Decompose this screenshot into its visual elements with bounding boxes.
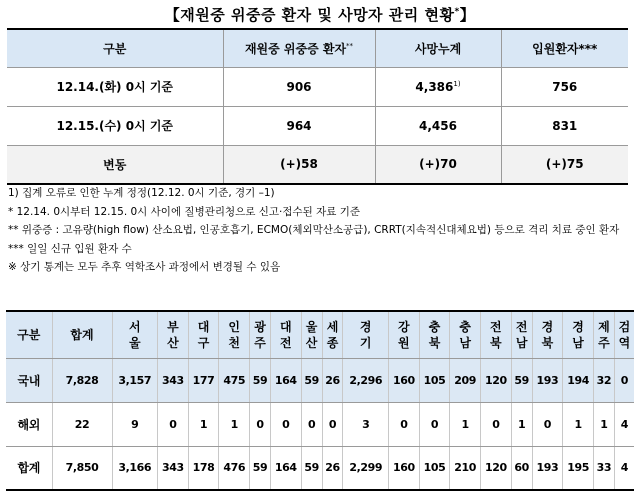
footnote: *** 일일 신규 입원 환자 수 (8, 242, 132, 255)
cell-value: 209 (450, 358, 481, 402)
table-header-row (6, 311, 634, 358)
cell-value: 164 (270, 358, 301, 402)
header-9: 세종 (322, 311, 343, 358)
cell-value: 120 (481, 446, 512, 490)
cell-value: 7,850 (52, 446, 112, 490)
deaths-value: 4,386$^{1)}$ (375, 67, 501, 106)
cell-value: 193 (532, 358, 563, 402)
table-row (6, 446, 634, 490)
cell-value: 3 (343, 402, 389, 446)
cell-value: 343 (158, 446, 189, 490)
cell-value: 3,166 (112, 446, 158, 490)
cell-value: 1 (450, 402, 481, 446)
cell-value: 475 (219, 358, 250, 402)
cell-value: 59 (250, 446, 271, 490)
footnote: * 12.14. 0시부터 12.15. 0시 사이에 질병관리청으로 신고·접수된 자료 기준 (8, 205, 361, 218)
cell-value: 0 (270, 402, 301, 446)
header-11: 강원 (389, 311, 420, 358)
table-row (7, 106, 628, 145)
cell-value: 343 (158, 358, 189, 402)
critical-cases-table (7, 28, 628, 185)
critical-change: (+)58 (223, 145, 375, 184)
header-10: 경기 (343, 311, 389, 358)
header-12: 충북 (419, 311, 450, 358)
cell-value: 160 (389, 358, 420, 402)
footnotes (8, 184, 619, 277)
cell-value: 1 (511, 402, 532, 446)
header-2: 서울 (112, 311, 158, 358)
deaths-change: (+)70 (375, 145, 501, 184)
cell-value: 59 (511, 358, 532, 402)
header-17: 경남 (563, 311, 594, 358)
cell-value: 3,157 (112, 358, 158, 402)
header-16: 경북 (532, 311, 563, 358)
title-footnote-mark: * (454, 7, 460, 17)
cell-value: 22 (52, 402, 112, 446)
header-4: 대구 (188, 311, 219, 358)
cell-value: 0 (481, 402, 512, 446)
cell-value: 7,828 (52, 358, 112, 402)
row-label: 국내 (6, 358, 52, 402)
row-label: 변동 (7, 145, 223, 184)
critical-value: 964 (223, 106, 375, 145)
cell-value: 1 (188, 402, 219, 446)
cell-value: 26 (322, 446, 343, 490)
table-header-row (7, 29, 628, 67)
header-category: 구분 (7, 29, 223, 67)
page-title: 【재원중 위중증 환자 및 사망자 관리 현황*】 (164, 6, 476, 24)
cell-value: 1 (219, 402, 250, 446)
cell-value: 2,296 (343, 358, 389, 402)
cell-value: 59 (301, 446, 322, 490)
cell-value: 120 (481, 358, 512, 402)
header-14: 전북 (481, 311, 512, 358)
header-7: 대전 (270, 311, 301, 358)
cell-value: 59 (250, 358, 271, 402)
cell-value: 0 (419, 402, 450, 446)
cell-value: 2,299 (343, 446, 389, 490)
header-18: 제주 (593, 311, 614, 358)
cell-value: 32 (593, 358, 614, 402)
cell-value: 105 (419, 446, 450, 490)
table-row-change (7, 145, 628, 184)
footnote: ** 위중증 : 고유량(high flow) 산소요법, 인공호흡기, ECMO(체외막산소공급), CRRT(지속적신대체요법) 등으로 격리 치료 중인 환자 (8, 224, 620, 237)
header-3: 부산 (158, 311, 189, 358)
header-deaths: 사망누계 (375, 29, 501, 67)
cell-value: 178 (188, 446, 219, 490)
header-19: 검역 (614, 311, 634, 358)
cell-value: 0 (322, 402, 343, 446)
row-label: 해외 (6, 402, 52, 446)
header-6: 광주 (250, 311, 271, 358)
cell-value: 160 (389, 446, 420, 490)
footnote: ※ 상기 통계는 모두 추후 역학조사 과정에서 변경될 수 있음 (8, 261, 281, 274)
cell-value: 194 (563, 358, 594, 402)
cell-value: 0 (301, 402, 322, 446)
footnote: 1) 집계 오류로 인한 누계 정정(12.12. 0시 기준, 경기 –1) (8, 187, 275, 199)
header-8: 울산 (301, 311, 322, 358)
cell-value: 195 (563, 446, 594, 490)
cell-value: 1 (563, 402, 594, 446)
cell-value: 4 (614, 402, 634, 446)
table-row (6, 402, 634, 446)
header-15: 전남 (511, 311, 532, 358)
header-1: 합계 (52, 311, 112, 358)
critical-value: 906 (223, 67, 375, 106)
header-0: 구분 (6, 311, 52, 358)
cell-value: 4 (614, 446, 634, 490)
cell-value: 33 (593, 446, 614, 490)
header-5: 인천 (219, 311, 250, 358)
cell-value: 59 (301, 358, 322, 402)
cell-value: 164 (270, 446, 301, 490)
row-label: 12.14.(화) 0시 기준 (7, 67, 223, 106)
hospitalized-value: 756 (501, 67, 628, 106)
cell-value: 60 (511, 446, 532, 490)
cell-value: 0 (158, 402, 189, 446)
cell-value: 0 (532, 402, 563, 446)
hospitalized-value: 831 (501, 106, 628, 145)
header-13: 충남 (450, 311, 481, 358)
header-critical: 재원중 위중증 환자** (223, 29, 375, 67)
cell-value: 26 (322, 358, 343, 402)
regional-cases-table (6, 310, 634, 491)
cell-value: 105 (419, 358, 450, 402)
cell-value: 0 (389, 402, 420, 446)
table-row (6, 358, 634, 402)
cell-value: 0 (614, 358, 634, 402)
header-hospitalized: 입원환자*** (501, 29, 628, 67)
hospitalized-change: (+)75 (501, 145, 628, 184)
row-label: 12.15.(수) 0시 기준 (7, 106, 223, 145)
cell-value: 476 (219, 446, 250, 490)
cell-value: 177 (188, 358, 219, 402)
cell-value: 210 (450, 446, 481, 490)
cell-value: 1 (593, 402, 614, 446)
row-label: 합계 (6, 446, 52, 490)
cell-value: 193 (532, 446, 563, 490)
cell-value: 0 (250, 402, 271, 446)
deaths-value: 4,456 (375, 106, 501, 145)
cell-value: 9 (112, 402, 158, 446)
table-row (7, 67, 628, 106)
